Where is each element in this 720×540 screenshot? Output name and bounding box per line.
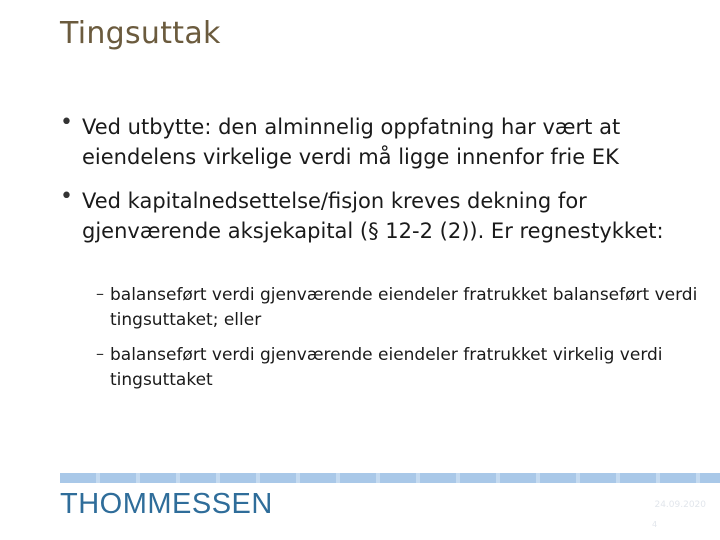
- thommessen-logo: THOMMESSEN: [60, 488, 273, 520]
- sub-bullet-item: [96, 343, 716, 393]
- bullet-text: Ved utbytte: den alminnelig oppfatning har vært at eiendelens virkelige verdi må ligge innenfor frie EK: [82, 115, 621, 169]
- bullet-item: [60, 112, 710, 172]
- footer-stripe: [60, 473, 720, 483]
- dash-icon: –: [96, 344, 104, 363]
- sub-bullet-text: balanseført verdi gjenværende eiendeler fratrukket virkelig verdi tingsuttaket: [110, 345, 663, 390]
- sub-bullet-item: [96, 283, 716, 333]
- bullet-dot-icon: •: [60, 110, 73, 135]
- sub-bullet-text: balanseført verdi gjenværende eiendeler fratrukket balanseført verdi tingsuttaket; eller: [110, 285, 698, 330]
- bullet-text: Ved kapitalnedsettelse/fisjon kreves dekning for gjenværende aksjekapital (§ 12-2 (2)). Er regnestykket:: [82, 189, 664, 243]
- slide-title: Tingsuttak: [60, 16, 221, 51]
- footer-date: 24.09.2020: [654, 500, 706, 510]
- bullet-dot-icon: •: [60, 184, 73, 209]
- page-number: 4: [652, 520, 658, 529]
- dash-icon: –: [96, 284, 104, 303]
- bullet-item: [60, 186, 710, 246]
